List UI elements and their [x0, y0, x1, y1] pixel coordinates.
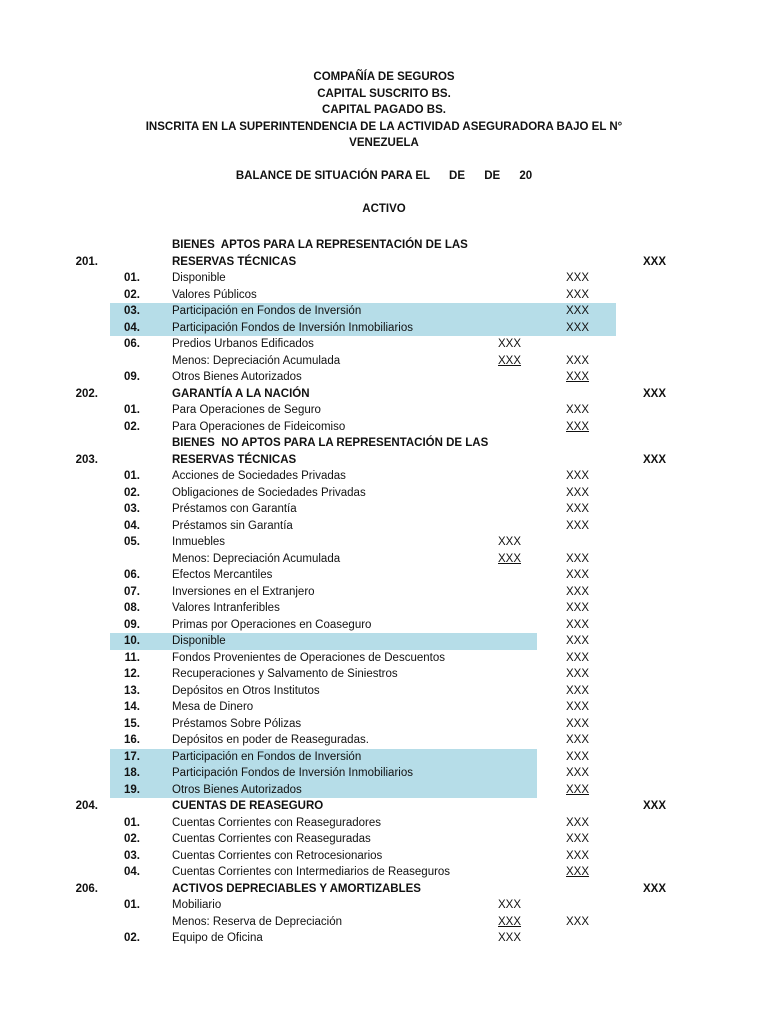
country-line: VENEZUELA [349, 137, 419, 149]
amount-column-2: XXX [566, 470, 590, 482]
account-description: Préstamos Sobre Pólizas [172, 717, 302, 730]
account-description: Participación en Fondos de Inversión [172, 750, 362, 763]
account-description: Para Operaciones de Fideicomiso [172, 420, 346, 433]
account-description: Cuentas Corrientes con Intermediarios de Reaseguros [172, 866, 451, 878]
account-description: Inmuebles [172, 536, 226, 548]
account-description: Primas por Operaciones en Coaseguro [172, 618, 372, 631]
account-row [0, 864, 768, 881]
account-code: 202. [75, 387, 98, 400]
subaccount-code: 04. [124, 321, 140, 334]
amount-column-1: XXX [498, 552, 522, 565]
amount-column-2: XXX [566, 734, 590, 746]
subaccount-code: 03. [124, 849, 140, 862]
subaccount-code: 06. [124, 569, 140, 581]
account-row [0, 831, 768, 848]
account-row [0, 914, 768, 931]
account-description: Equipo de Oficina [172, 932, 263, 944]
description-line-2: RESERVAS TÉCNICAS [172, 255, 297, 268]
account-description: Menos: Depreciación Acumulada [172, 552, 341, 565]
paid-capital: CAPITAL PAGADO BS. [322, 104, 446, 116]
amount-column-1: XXX [498, 899, 522, 911]
account-description: Obligaciones de Sociedades Privadas [172, 486, 366, 499]
amount-column-2: XXX [566, 569, 590, 581]
amount-column-2: XXX [566, 767, 590, 779]
subaccount-code: 02. [124, 288, 140, 301]
account-row [0, 617, 768, 634]
amount-column-2: XXX [566, 750, 590, 763]
subaccount-code: 02. [124, 486, 140, 499]
account-row [0, 336, 768, 353]
account-description: Menos: Reserva de Depreciación [172, 915, 343, 928]
subaccount-code: 15. [124, 717, 140, 730]
account-row [0, 287, 768, 304]
subaccount-code: 09. [124, 371, 140, 383]
account-row [0, 848, 768, 865]
account-row [0, 699, 768, 716]
amount-column-2: XXX [566, 503, 590, 515]
amount-column-1: XXX [498, 354, 522, 367]
account-description: Préstamos sin Garantía [172, 519, 293, 532]
account-description: Valores Públicos [172, 288, 257, 301]
account-row [0, 468, 768, 485]
amount-column-3: XXX [643, 255, 667, 268]
subaccount-code: 01. [124, 899, 140, 911]
account-row [0, 485, 768, 502]
registration-line: INSCRITA EN LA SUPERINTENDENCIA DE LA ACTIVIDAD ASEGURADORA BAJO EL N° [145, 120, 623, 133]
amount-column-2: XXX [566, 371, 590, 383]
subaccount-code: 06. [124, 338, 140, 350]
description-line-2: RESERVAS TÉCNICAS [172, 453, 297, 466]
account-row [0, 683, 768, 700]
subaccount-code: 08. [124, 602, 140, 614]
account-description: Otros Bienes Autorizados [172, 783, 302, 796]
amount-column-2: XXX [566, 849, 590, 862]
description-line-1: BIENES NO APTOS PARA LA REPRESENTACIÓN DE LAS [172, 437, 489, 449]
account-description: Efectos Mercantiles [172, 569, 273, 581]
account-row [0, 633, 768, 650]
amount-column-2: XXX [566, 354, 590, 367]
subaccount-code: 02. [124, 833, 140, 845]
subaccount-code: 18. [124, 767, 140, 779]
amount-column-2: XXX [566, 866, 590, 878]
account-description: Acciones de Sociedades Privadas [172, 470, 346, 482]
amount-column-2: XXX [566, 486, 590, 499]
account-row [0, 650, 768, 667]
description-line-1: BIENES APTOS PARA LA REPRESENTACIÓN DE LAS [172, 239, 468, 251]
amount-column-2: XXX [566, 717, 590, 730]
amount-column-2: XXX [566, 552, 590, 565]
subaccount-code: 07. [124, 585, 140, 598]
subaccount-code: 19. [124, 783, 140, 796]
subaccount-code: 16. [124, 734, 140, 746]
amount-column-2: XXX [566, 602, 590, 614]
account-description [172, 435, 488, 468]
account-row [0, 353, 768, 370]
subaccount-code: 14. [124, 701, 140, 713]
subaccount-code: 03. [124, 305, 140, 317]
subaccount-code: 10. [124, 635, 140, 647]
amount-column-1: XXX [498, 338, 522, 350]
account-row [0, 402, 768, 419]
account-row [0, 897, 768, 914]
subaccount-code: 17. [124, 750, 140, 763]
account-description: Recuperaciones y Salvamento de Siniestros [172, 668, 398, 680]
account-group-row [0, 798, 768, 815]
subaccount-code: 01. [124, 470, 140, 482]
amount-column-2: XXX [566, 783, 590, 796]
amount-column-2: XXX [566, 585, 590, 598]
amount-column-1: XXX [498, 536, 522, 548]
amount-column-2: XXX [566, 915, 590, 928]
account-row [0, 930, 768, 947]
account-row [0, 666, 768, 683]
account-row [0, 600, 768, 617]
amount-column-2: XXX [566, 651, 590, 664]
account-group-row [0, 386, 768, 403]
account-group-row [0, 881, 768, 898]
amount-column-2: XXX [566, 668, 590, 680]
account-row [0, 369, 768, 386]
account-description: Valores Intranferibles [172, 602, 280, 614]
account-row [0, 716, 768, 733]
account-description: Predios Urbanos Edificados [172, 338, 314, 350]
subaccount-code: 03. [124, 503, 140, 515]
account-description: Cuentas Corrientes con Reaseguradas [172, 833, 371, 845]
account-row [0, 815, 768, 832]
amount-column-2: XXX [566, 701, 590, 713]
amount-column-2: XXX [566, 618, 590, 631]
company-name: COMPAÑÍA DE SEGUROS [313, 71, 455, 83]
account-row [0, 270, 768, 287]
account-description: Participación en Fondos de Inversión [172, 305, 362, 317]
account-row [0, 518, 768, 535]
subaccount-code: 04. [124, 866, 140, 878]
amount-column-2: XXX [566, 684, 590, 697]
account-description: Cuentas Corrientes con Reaseguradores [172, 816, 382, 829]
account-description: CUENTAS DE REASEGURO [172, 800, 324, 812]
account-description: Disponible [172, 635, 226, 647]
account-code: 203. [75, 453, 98, 466]
subscribed-capital: CAPITAL SUSCRITO BS. [317, 87, 451, 100]
amount-column-3: XXX [643, 882, 667, 895]
amount-column-2: XXX [566, 519, 590, 532]
account-row [0, 419, 768, 436]
subaccount-code: 13. [124, 684, 140, 697]
account-row [0, 749, 768, 766]
account-description: GARANTÍA A LA NACIÓN [172, 387, 310, 400]
account-description: Inversiones en el Extranjero [172, 585, 315, 598]
subaccount-code: 02. [124, 420, 140, 433]
account-description: Fondos Provenientes de Operaciones de Descuentos [172, 651, 445, 664]
account-description: Depósitos en poder de Reaseguradas. [172, 734, 369, 746]
account-description: Cuentas Corrientes con Retrocesionarios [172, 849, 383, 862]
account-description: Participación Fondos de Inversión Inmobiliarios [172, 767, 413, 779]
amount-column-2: XXX [566, 305, 590, 317]
account-row [0, 501, 768, 518]
account-row [0, 551, 768, 568]
account-code: 206. [75, 882, 98, 895]
account-group-row [0, 237, 768, 270]
account-row [0, 320, 768, 337]
account-description: Participación Fondos de Inversión Inmobiliarios [172, 321, 413, 334]
amount-column-1: XXX [498, 915, 522, 928]
account-description: Mesa de Dinero [172, 701, 254, 713]
amount-column-2: XXX [566, 321, 590, 334]
subaccount-code: 05. [124, 536, 140, 548]
section-title: ACTIVO [362, 203, 406, 215]
account-description: Para Operaciones de Seguro [172, 404, 321, 416]
account-code: 201. [75, 255, 98, 268]
amount-column-2: XXX [566, 816, 590, 829]
account-row [0, 732, 768, 749]
amount-column-3: XXX [643, 453, 667, 466]
account-description: Otros Bienes Autorizados [172, 371, 302, 383]
amount-column-2: XXX [566, 272, 590, 284]
account-code: 204. [75, 800, 98, 812]
account-group-row [0, 435, 768, 468]
account-row [0, 765, 768, 782]
subaccount-code: 12. [124, 668, 140, 680]
amount-column-2: XXX [566, 404, 590, 416]
account-row [0, 584, 768, 601]
subaccount-code: 02. [124, 932, 140, 944]
amount-column-1: XXX [498, 932, 522, 944]
account-description: Menos: Depreciación Acumulada [172, 354, 341, 367]
amount-column-2: XXX [566, 420, 590, 433]
account-description: Disponible [172, 272, 226, 284]
amount-column-2: XXX [566, 833, 590, 845]
amount-column-2: XXX [566, 635, 590, 647]
subaccount-code: 04. [124, 519, 140, 532]
account-row [0, 534, 768, 551]
account-row [0, 782, 768, 799]
account-description: Depósitos en Otros Institutos [172, 684, 320, 697]
subaccount-code: 09. [124, 618, 140, 631]
subaccount-code: 01. [124, 404, 140, 416]
amount-column-2: XXX [566, 288, 590, 301]
account-description: ACTIVOS DEPRECIABLES Y AMORTIZABLES [172, 882, 421, 895]
account-description: Mobiliario [172, 899, 222, 911]
subaccount-code: 01. [124, 272, 140, 284]
account-row [0, 567, 768, 584]
account-row [0, 303, 768, 320]
account-description [172, 237, 468, 270]
amount-column-3: XXX [643, 800, 667, 812]
amount-column-3: XXX [643, 387, 667, 400]
subaccount-code: 11. [124, 651, 140, 664]
subaccount-code: 01. [124, 816, 140, 829]
balance-title: BALANCE DE SITUACIÓN PARA EL DE DE 20 [235, 170, 533, 182]
account-description: Préstamos con Garantía [172, 503, 297, 515]
